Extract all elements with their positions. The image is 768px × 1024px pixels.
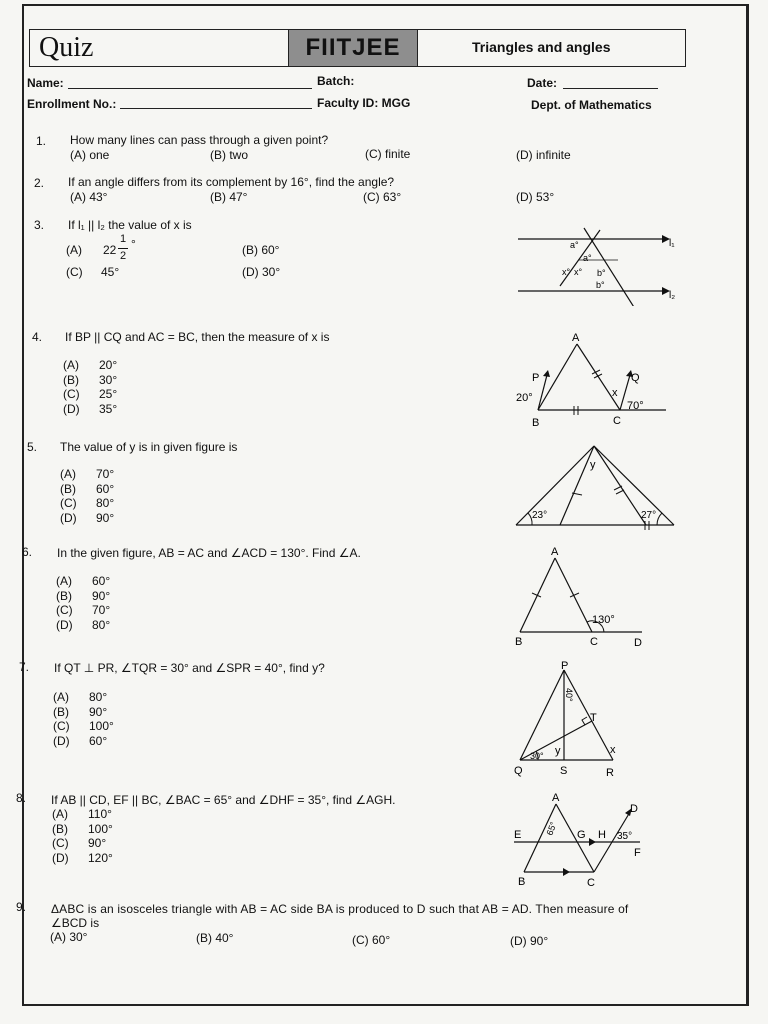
q1-option-b: (B) two [210,148,249,162]
q9-option-a: (A) 30° [50,930,88,944]
q5-figure [512,438,677,533]
q9-option-b: (B) 40° [196,931,234,945]
q7-option-a: (A) 80° [53,690,108,704]
quiz-title: Quiz [39,32,94,63]
q2-option-b: (B) 47° [210,190,248,204]
q7-option-d: (D) 60° [53,733,108,748]
enrollment-line[interactable] [120,108,312,109]
q1-option-a: (A) one [70,148,110,162]
q3-figure [512,226,682,306]
q9-number: 9. [16,900,27,914]
q3-option-d: (D) 30° [242,265,281,279]
q7-options [53,690,114,748]
q5-fig-angle-2: 27° [641,510,657,521]
q4-fig-C: C [613,415,621,427]
q3-fig-l1: l₁ [669,238,675,249]
q4-fig-x: x [612,387,618,399]
q6-fig-D: D [634,637,642,649]
q3-fig-x2: x° [574,267,583,277]
header-box [29,29,686,67]
enrollment-label: Enrollment No.: [27,97,117,111]
q4-text: If BP || CQ and AC = BC, then the measure of x is [65,330,330,344]
q4-option-b: (B) 30° [63,372,118,387]
q5-option-d: (D) 90° [60,510,115,525]
q3-fig-l2: l₂ [669,290,676,301]
q4-option-c: (C) 25° [63,387,118,401]
q3-option-a-label: (A) [66,243,82,257]
q3-option-c-value: 45° [101,265,120,279]
q6-option-a: (A) 60° [56,574,111,588]
q7-fig-S: S [560,765,568,777]
q6-fig-A: A [551,546,559,558]
q8-figure [508,790,658,890]
q6-option-c: (C) 70° [56,603,111,617]
q4-figure [510,330,680,430]
date-line[interactable] [563,88,658,89]
q8-fig-F: F [634,847,641,859]
q3-text: If l₁ || l₂ the value of x is [68,218,192,232]
q3-option-a-degree: ° [131,237,136,251]
q8-fig-E: E [514,829,522,841]
q7-fig-angle-2: 30° [530,751,544,761]
q3-fig-a1: a° [570,240,579,250]
name-label: Name: [27,76,64,90]
q1-number: 1. [36,134,47,148]
q4-options [63,358,117,416]
q8-fig-angle-2: 35° [617,831,633,842]
q8-option-a: (A) 110° [52,807,112,821]
q4-fig-P: P [532,372,540,384]
q4-fig-Q: Q [631,372,640,384]
q8-option-d: (D) 120° [52,850,113,865]
q3-option-b: (B) 60° [242,243,280,257]
q5-options [60,467,114,525]
q8-fig-A: A [552,792,560,804]
q8-fig-D: D [630,803,638,815]
q4-number: 4. [32,330,43,344]
q2-text: If an angle differs from its complement by 16°, find the angle? [68,175,395,189]
q3-fig-a2: a° [583,253,592,263]
q3-number: 3. [34,218,45,232]
q8-fig-B: B [518,876,526,888]
brand-logo: FIITJEE [288,30,418,66]
q6-option-d: (D) 80° [56,617,111,632]
q2-option-c: (C) 63° [363,190,402,204]
q3-fig-x1: x° [562,267,571,277]
q8-fig-angle-1: 65° [544,820,559,837]
q7-fig-y: y [555,745,561,757]
faculty-id: Faculty ID: MGG [317,96,411,110]
q7-option-c: (C) 100° [53,719,114,733]
q6-fig-angle: 130° [592,614,615,626]
q4-fig-angle-1: 20° [516,392,533,404]
department: Dept. of Mathematics [531,98,652,112]
q7-fig-angle-1: 40° [564,688,574,702]
q7-fig-P: P [561,660,569,672]
q8-text: If AB || CD, EF || BC, ∠BAC = 65° and ∠DHF = 35°, find ∠AGH. [51,793,396,807]
topic-title: Triangles and angles [472,39,611,55]
q5-text: The value of y is in given figure is [60,440,238,454]
q1-text: How many lines can pass through a given point? [70,133,329,147]
q5-option-b: (B) 60° [60,481,115,496]
q6-text: In the given figure, AB = AC and ∠ACD = 130°. Find ∠A. [57,546,361,560]
fraction-bar [118,248,128,249]
q8-fig-H: H [598,829,606,841]
batch-label: Batch: [317,74,355,88]
q7-figure [508,658,638,780]
q3-option-a-numerator: 1 [120,233,127,245]
name-line[interactable] [68,88,312,89]
q7-text: If QT ⊥ PR, ∠TQR = 30° and ∠SPR = 40°, find y? [54,661,325,675]
q9-text-line-1: ΔABC is an isosceles triangle with AB = AC side BA is produced to D such that AB = AD. Then measure of [51,902,629,916]
q8-option-c: (C) 90° [52,836,107,850]
q7-fig-R: R [606,767,614,779]
q6-option-b: (B) 90° [56,588,111,603]
q8-fig-C: C [587,877,595,889]
q3-fig-b2: b° [596,280,605,290]
date-label: Date: [527,76,558,90]
q5-fig-y: y [590,459,596,471]
q9-text-line-2: ∠BCD is [51,916,100,930]
q7-option-b: (B) 90° [53,704,108,719]
q4-fig-A: A [572,332,580,344]
q7-fig-Q: Q [514,765,523,777]
q3-option-a-denominator: 2 [120,250,127,262]
q9-option-d: (D) 90° [510,934,549,948]
q4-option-a: (A) 20° [63,358,118,372]
q1-option-c: (C) finite [365,147,411,161]
q2-option-a: (A) 43° [70,190,108,204]
q4-fig-B: B [532,417,540,429]
q2-option-d: (D) 53° [516,190,555,204]
q7-number: 7. [19,660,30,674]
q9-option-c: (C) 60° [352,933,391,947]
q3-option-a-whole: 22 [103,243,117,257]
q7-fig-x: x [610,744,616,756]
q2-number: 2. [34,176,45,190]
q3-option-c-label: (C) [66,265,83,279]
q6-figure [508,544,658,649]
q5-fig-angle-1: 23° [532,510,548,521]
q8-option-b: (B) 100° [52,821,113,836]
q8-options [52,807,113,865]
q5-number: 5. [27,440,38,454]
q3-fig-b1: b° [597,268,606,278]
q6-number: 6. [22,545,33,559]
q4-option-d: (D) 35° [63,401,118,416]
q8-fig-G: G [577,829,586,841]
q1-option-d: (D) infinite [516,148,571,162]
q6-options [56,574,110,632]
q5-option-a: (A) 70° [60,467,115,481]
q6-fig-C: C [590,636,598,648]
q8-number: 8. [16,791,27,805]
q4-fig-angle-2: 70° [627,400,644,412]
q7-fig-T: T [590,712,597,724]
q5-option-c: (C) 80° [60,496,115,510]
q6-fig-B: B [515,636,523,648]
